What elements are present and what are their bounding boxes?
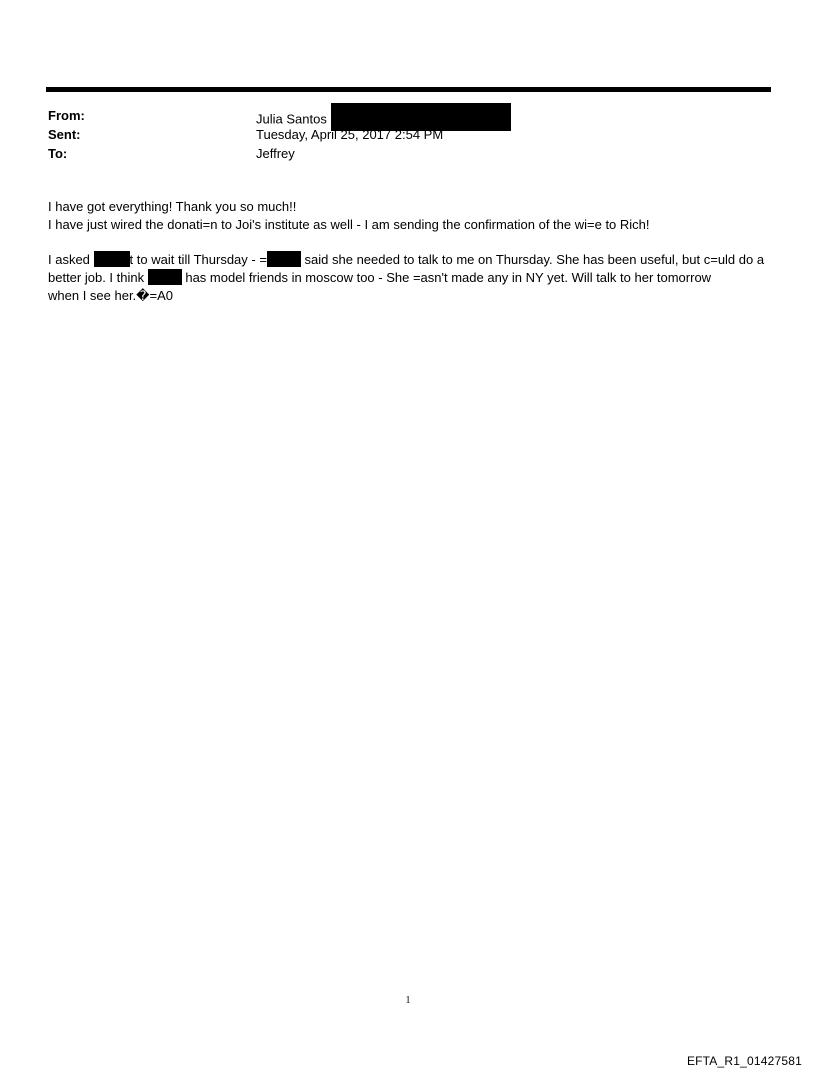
- to-value: Jeffrey: [256, 146, 295, 161]
- to-row: [48, 144, 768, 163]
- from-row: [48, 106, 768, 125]
- text-segment: t to wait till Thursday - =: [129, 252, 267, 267]
- text-segment: I asked: [48, 252, 94, 267]
- text-segment: has model friends in moscow too - She =asn't made any in NY yet. Will talk to her tomorrow: [181, 270, 712, 285]
- bates-number: EFTA_R1_01427581: [686, 1054, 802, 1068]
- text-segment: better job. I think: [48, 270, 148, 285]
- message-line: [48, 251, 773, 269]
- message-paragraph-2: [48, 251, 773, 305]
- sent-row: [48, 125, 768, 144]
- sender-name: Julia Santos: [256, 111, 327, 127]
- sent-label: Sent:: [48, 127, 81, 142]
- redaction-box: [148, 269, 182, 285]
- redaction-box: [267, 251, 301, 267]
- header-rule: [46, 87, 771, 92]
- message-line: when I see her.�=A0: [48, 288, 173, 303]
- message-line: [48, 269, 773, 287]
- text-segment: said she needed to talk to me on Thursday. She has been useful, but c=uld do a: [300, 252, 765, 267]
- message-line: I have got everything! Thank you so much!!: [48, 199, 297, 214]
- message-line: I have just wired the donati=n to Joi's institute as well - I am sending the confirmation of the wi=e to Rich!: [48, 217, 650, 232]
- message-paragraph-1: [48, 198, 773, 234]
- email-header: [48, 106, 768, 163]
- redaction-box: [94, 251, 130, 267]
- page-number: 1: [405, 995, 411, 1006]
- sent-value: Tuesday, April 25, 2017 2:54 PM: [256, 127, 444, 142]
- from-label: From:: [48, 108, 85, 123]
- to-label: To:: [48, 146, 68, 161]
